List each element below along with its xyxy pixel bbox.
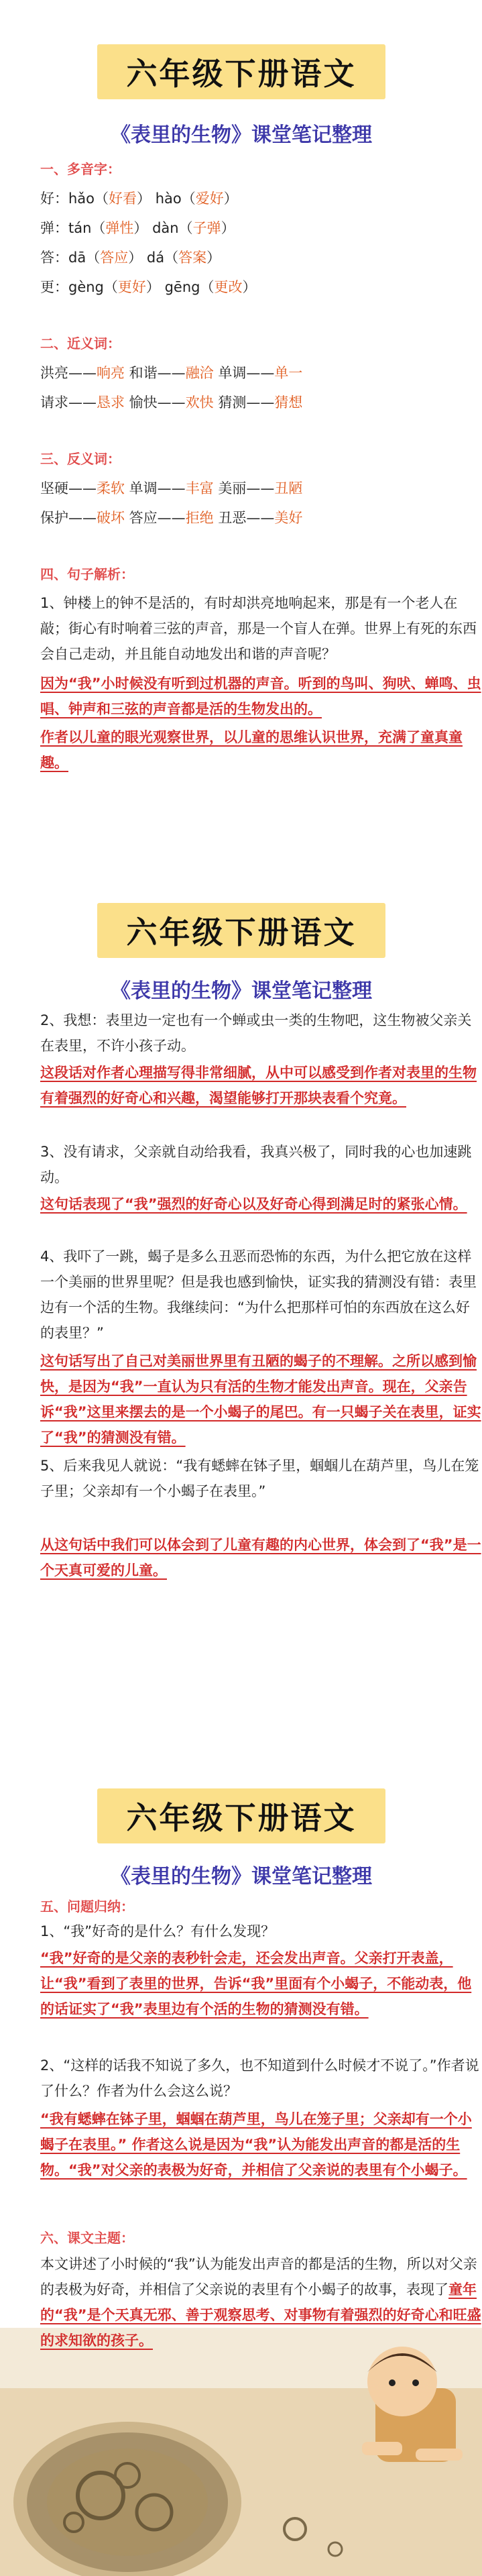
page-title: 六年级下册语文 bbox=[126, 1800, 357, 1836]
theme-paragraph: 本文讲述了小时候的“我”认为能发出声音的都是活的生物，所以对父亲的表极为好奇，并相信了父亲说的表里有个小蝎子的故事，表现了童年的“我”是个天真无邪、善于观察思考、对事物有着强烈的好奇心和旺盛的求知欲的孩子。 bbox=[40, 2256, 481, 2349]
synonym-row: 请求——恳求 愉快——欢快 猜测——猜想 bbox=[40, 394, 303, 411]
page-title: 六年级下册语文 bbox=[126, 914, 357, 951]
sentence-4: 4、我吓了一跳，蝎子是多么丑恶而恐怖的东西，为什么把它放在这样一个美丽的世界里呢？但是我也感到愉快，证实我的猜测没有错：表里边有一个活的生物。我继续问：“为什么把那样可怕的东西放在这么好的表里？” bbox=[40, 1248, 477, 1341]
antonym-row: 坚硬——柔软 单调——丰富 美丽——丑陋 bbox=[40, 480, 303, 496]
analysis-5: 从这句话中我们可以体会到了儿童有趣的内心世界，体会到了“我”是一个天真可爱的儿童。 bbox=[40, 1537, 481, 1578]
polyphone-row: 好：hǎo（好看） hào（爱好） bbox=[40, 191, 238, 207]
section-heading-questions: 五、问题归纳： bbox=[40, 1898, 134, 1915]
title-banner bbox=[97, 1788, 385, 1843]
title-banner bbox=[97, 903, 385, 958]
polyphone-row: 更：gèng（更好） gēng（更改） bbox=[40, 279, 257, 295]
antonym-row: 保护——破坏 答应——拒绝 丑恶——美好 bbox=[40, 510, 303, 526]
theme-highlight: 童年的“我”是个天真无邪、善于观察思考、对事物有着强烈的好奇心和旺盛的求知欲的孩子。 bbox=[40, 2282, 481, 2349]
subtitle: 《表里的生物》课堂笔记整理 bbox=[111, 123, 372, 147]
analysis-1b: 作者以儿童的眼光观察世界，以儿童的思维认识世界，充满了童真童趣。 bbox=[40, 729, 463, 771]
section-heading-sentences: 四、句子解析： bbox=[40, 566, 134, 582]
question-1: 1、“我”好奇的是什么？有什么发现？ bbox=[40, 1923, 276, 1939]
sentence-2: 2、我想：表里边一定也有一个蝉或虫一类的生物吧，这生物被父亲关在表里，不许小孩子动。 bbox=[40, 1012, 472, 1054]
analysis-4: 这句话写出了自己对美丽世界里有丑陋的蝎子的不理解。之所以感到愉快，是因为“我”一直认为只有活的生物才能发出声音。现在，父亲告诉“我”这里来摆去的是一个小蝎子的尾巴。有一只蝎子关在表里，证实了“我”的猜测没有错。 bbox=[40, 1353, 481, 1446]
answer-1: “我”好奇的是父亲的表秒针会走，还会发出声音。父亲打开表盖，让“我”看到了表里的世界，告诉“我”里面有个小蝎子，不能动表，他的话证实了“我”表里边有个活的生物的猜测没有错。 bbox=[40, 1950, 472, 2017]
subtitle: 《表里的生物》课堂笔记整理 bbox=[111, 1865, 372, 1888]
section-heading-synonyms: 二、近义词： bbox=[40, 335, 121, 352]
section-heading-theme: 六、课文主题： bbox=[40, 2230, 134, 2246]
subtitle: 《表里的生物》课堂笔记整理 bbox=[111, 979, 372, 1003]
title-banner bbox=[97, 44, 385, 99]
notes-card-2 bbox=[20, 859, 481, 1644]
sentence-3: 3、没有请求，父亲就自动给我看，我真兴极了，同时我的心也加速跳动。 bbox=[40, 1144, 472, 1185]
sentence-1: 1、钟楼上的钟不是活的，有时却洪亮地响起来，那是有一个老人在敲；街心有时响着三弦的声音，那是一个盲人在弹。世界上有死的东西会自己走动，并且能自动地发出和谐的声音呢？ bbox=[40, 595, 477, 662]
analysis-2: 这段话对作者心理描写得非常细腻，从中可以感受到作者对表里的生物有着强烈的好奇心和兴趣，渴望能够打开那块表看个究竟。 bbox=[40, 1065, 477, 1106]
answer-2: “我有蟋蟀在钵子里，蝈蝈在葫芦里，鸟儿在笼子里；父亲却有一个小蝎子在表里。” 作者这么说是因为“我”认为能发出声音的都是活的生物。“我”对父亲的表极为好奇，并相信了父亲说的表里有个小蝎子。 bbox=[40, 2111, 472, 2178]
synonym-row: 洪亮——响亮 和谐——融洽 单调——单一 bbox=[40, 365, 303, 381]
page-title: 六年级下册语文 bbox=[126, 56, 357, 92]
polyphone-row: 答：dā（答应） dá（答案） bbox=[40, 250, 221, 266]
section-heading-antonyms: 三、反义词： bbox=[40, 451, 121, 467]
section-heading-polyphones: 一、多音字： bbox=[40, 161, 121, 177]
pocket-watch-icon bbox=[13, 2422, 241, 2576]
analysis-3: 这句话表现了“我”强烈的好奇心以及好奇心得到满足时的紧张心情。 bbox=[40, 1196, 467, 1212]
sentence-5: 5、后来我见人就说：“我有蟋蟀在钵子里，蝈蝈儿在葫芦里，鸟儿在笼子里；父亲却有一个小蝎子在表里。” bbox=[40, 1458, 479, 1499]
notes-card-1 bbox=[20, 0, 481, 818]
analysis-1: 因为“我”小时候没有听到过机器的声音。听到的鸟叫、狗吠、蝉鸣、虫唱、钟声和三弦的声音都是活的生物发出的。 bbox=[40, 676, 481, 717]
polyphone-row: 弹：tán（弹性） dàn（子弹） bbox=[40, 220, 235, 236]
question-2: 2、“这样的话我不知说了多久，也不知道到什么时候才不说了。”作者说了什么？作者为什么会这么说？ bbox=[40, 2057, 479, 2099]
